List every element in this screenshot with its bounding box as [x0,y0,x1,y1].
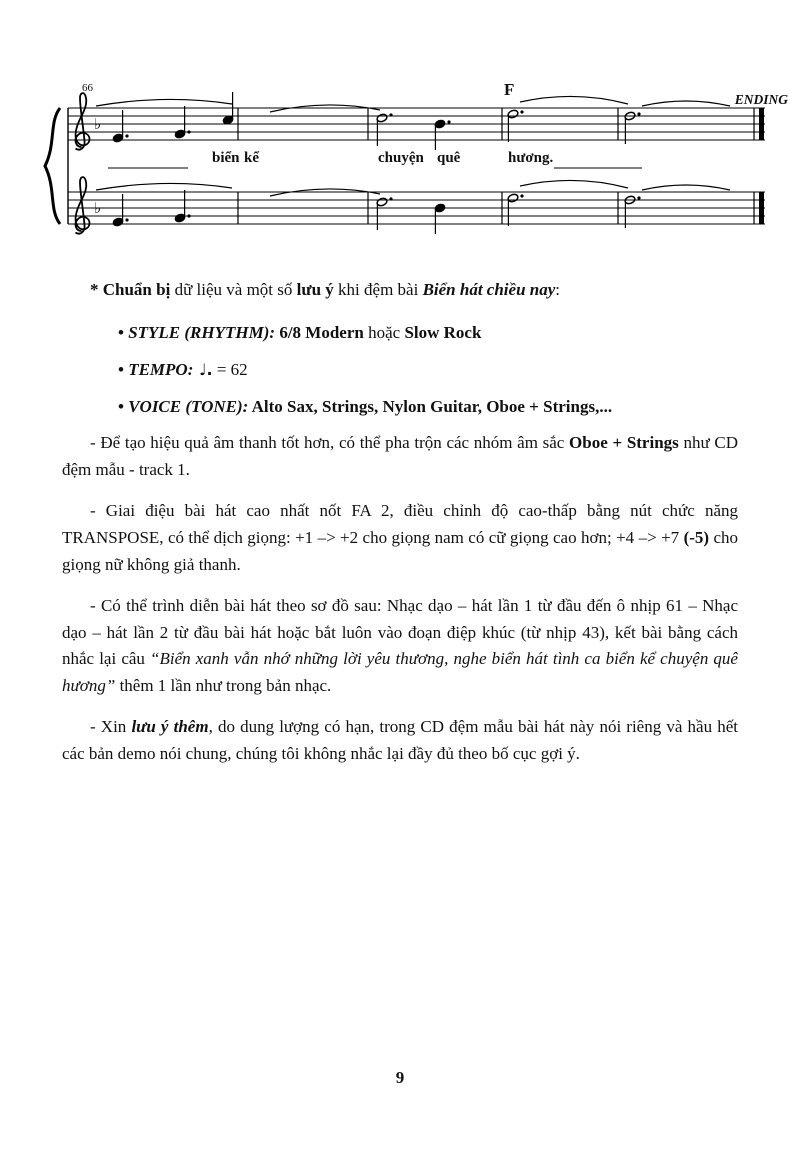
text-segment: - Xin [90,717,132,737]
text-segment: 6/8 Modern [275,322,364,342]
text-segment: VOICE (TONE): [128,396,249,416]
lyric-word: biển [212,150,240,166]
tempo-bullet [118,357,738,384]
intro-paragraph [62,277,738,304]
music-notation [30,80,790,259]
flat-sign-icon: ♭ [94,199,102,217]
barlines [238,108,618,224]
text-segment: Alto Sax, Strings, Nylon Guitar, Oboe + Strings,... [248,396,613,416]
lyric-word: hương. [508,150,554,166]
measure-number: 66 [82,82,93,94]
text-segment: cho giọng nữ không giả thanh. [62,528,738,574]
song-title: Biển hát chiều nay [422,280,556,299]
text-segment: , do dung lượng có hạn, trong CD đệm mẫu bài hát này nói riêng và hầu hết các bản demo nói chung, chúng tôi không nhắc lại đầy đủ theo bố cục gợi ý. [62,717,738,764]
text-segment: hoặc [363,322,405,342]
bullet-marker: • [118,396,129,416]
text-segment: Oboe + Strings [569,433,679,453]
text-segment: lưu ý [296,280,334,299]
page-number: 9 [395,1068,405,1087]
text-segment: - Có thể trình diễn bài hát theo sơ đồ sau: Nhạc dạo – hát lần 1 từ đầu đến ô nhịp 61 – Nhạc dạo – hát lần 2 từ đầu bài hát hoặc bắt luôn vào đoạn điệp khúc (từ nhịp 43), kết bài bằng cách nhắc lại câu [62,595,738,669]
text-segment: thêm 1 lần như trong bản nhạc. [115,676,332,696]
lyric-word: kể [244,150,259,166]
ending-label: ENDING [734,92,788,107]
paragraph-sound-mix [62,430,738,484]
lyric-word: quê [437,150,461,166]
style-bullet [118,320,738,347]
text-segment: - Để tạo hiệu quả âm thanh tốt hơn, có thể pha trộn các nhóm âm sắc [90,433,570,453]
notes-lower-staff [112,190,641,234]
notes-upper-staff [112,92,641,150]
bullet-marker: • [118,359,129,379]
treble-clef-icon [76,177,90,233]
text-segment: TEMPO: [128,359,194,379]
lyric-word: chuyện [378,150,424,166]
paragraph-transpose [62,498,738,579]
bullet-marker: • [118,322,129,342]
system-brace [45,108,60,224]
music-staff-svg [30,84,790,259]
treble-clef-icon [76,93,90,149]
slurs [96,96,730,196]
text-segment: (-5) [683,528,710,548]
body-text [62,277,738,768]
text-segment: = 62 [212,359,248,379]
text-segment: STYLE (RHYTHM): [128,322,276,342]
quoted-lyric: “Biển xanh vẫn nhớ những lời yêu thương, nghe biển hát tình ca biển kể chuyện quê hương” [62,649,738,696]
text-segment: dữ liệu và một số [170,280,297,299]
text-segment: khi đệm bài [333,280,423,299]
text-segment: Chuẩn bị [102,280,171,299]
flat-sign-icon: ♭ [94,115,102,133]
text-segment: Slow Rock [404,322,482,342]
text-segment: lưu ý thêm [131,717,209,737]
quarter-note-icon: ♩. [193,359,213,379]
paragraph-performance-plan [62,593,738,700]
voice-bullet [118,394,738,421]
text-segment: - Giai điệu bài hát cao nhất nốt FA 2, điều chỉnh độ cao-thấp bằng nút chức năng TRANSPOSE, có thể dịch giọng: +1 –> +2 cho giọng nam có cữ giọng cao hơn; +4 –> +7 [62,501,738,548]
final-barline [754,108,764,224]
chord-symbol: F [504,80,515,99]
text-segment: * [90,280,103,299]
paragraph-note [62,714,738,768]
text-segment: : [555,280,561,299]
text-segment: như CD đệm mẫu - track 1. [62,433,738,480]
